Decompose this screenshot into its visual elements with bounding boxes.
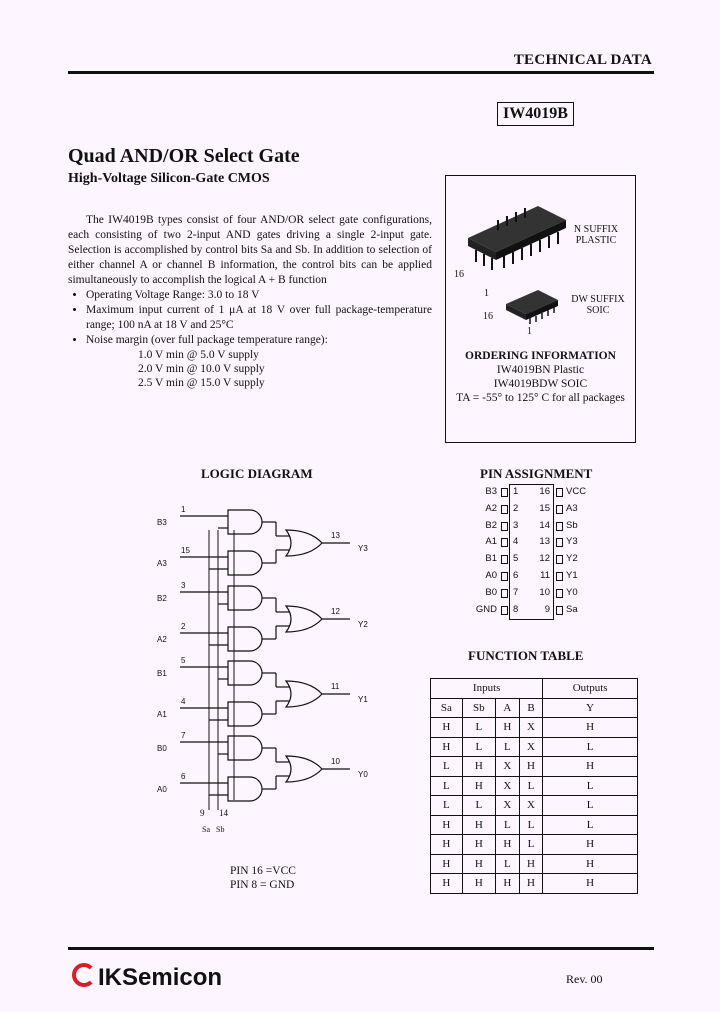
and-gate: [228, 551, 262, 575]
select-label-sa: Sa: [202, 825, 210, 834]
or-gate: [286, 681, 322, 707]
table-cell: H: [519, 757, 543, 777]
pin-label-a3: A3: [566, 502, 578, 514]
table-cell: H: [462, 854, 495, 874]
table-row: [431, 854, 638, 874]
pin-label-a0: A0: [485, 570, 497, 581]
input-label-a3: A3: [157, 559, 167, 568]
table-cell: L: [543, 776, 638, 796]
output-pin-10: 10: [331, 757, 340, 766]
dip-package-image: [468, 206, 566, 270]
table-cell: H: [462, 776, 495, 796]
table-cell: H: [543, 757, 638, 777]
pin-box: [501, 505, 508, 514]
part-number-box: IW4019B: [497, 102, 574, 126]
pin-box: [556, 606, 563, 615]
pin-box: [501, 589, 508, 598]
select-pin-14: 14: [219, 808, 228, 818]
logo-text: IKSemicon: [98, 964, 223, 991]
input-pin-2: 2: [181, 622, 186, 631]
input-pin-6: 6: [181, 772, 186, 781]
output-pin-11: 11: [331, 682, 340, 691]
pin-label-y0: Y0: [566, 586, 578, 598]
table-cell: X: [496, 796, 520, 816]
table-row: [431, 718, 638, 738]
and-gate: [228, 736, 262, 760]
table-cell: H: [462, 874, 495, 894]
table-cell: X: [519, 718, 543, 738]
table-cell: H: [431, 718, 463, 738]
description-intro: The IW4019B types consist of four AND/OR select gate configurations, each consisting of two 2-input AND gates driving a single 2-input gate. Selection is accomplished by control bits Sa and Sb. In addition to selection of either channel A or channel B information, the control bits can be applied simultaneously to accomplish the logical A + B function: [68, 214, 432, 286]
input-label-a2: A2: [157, 635, 167, 644]
column-header: Sa: [431, 698, 463, 718]
table-cell: L: [519, 776, 543, 796]
ordering-line-2: IW4019BDW SOIC: [493, 378, 588, 390]
table-cell: L: [431, 776, 463, 796]
ordering-title: ORDERING INFORMATION: [465, 350, 616, 362]
pin-number-11: 11: [540, 570, 550, 581]
table-cell: H: [431, 835, 463, 855]
or-gate: [286, 606, 322, 632]
input-pin-5: 5: [181, 656, 186, 665]
table-cell: L: [462, 737, 495, 757]
pin-number-4: 4: [513, 536, 519, 548]
n-type-text: PLASTIC: [575, 235, 617, 246]
function-table: [430, 678, 638, 894]
table-row: [431, 737, 638, 757]
input-pin-7: 7: [181, 731, 186, 740]
pin-box: [556, 555, 563, 564]
pin8-note: PIN 8 = GND: [230, 879, 295, 891]
table-row: [431, 776, 638, 796]
noise-margin-3: 2.5 V min @ 15.0 V supply: [138, 377, 265, 389]
and-gate: [228, 777, 262, 801]
table-cell: H: [431, 737, 463, 757]
and-gate: [228, 586, 262, 610]
soic-package-image: [506, 290, 558, 324]
table-cell: H: [462, 815, 495, 835]
column-header: Sb: [462, 698, 495, 718]
technical-data-heading: TECHNICAL DATA: [513, 52, 652, 68]
noise-margin-1: 1.0 V min @ 5.0 V supply: [138, 349, 259, 361]
inputs-group-header: Inputs: [431, 679, 543, 699]
pin-number-5: 5: [513, 553, 519, 565]
pin-label-sa: Sa: [566, 603, 578, 615]
pin-box: [501, 538, 508, 547]
pin-number-3: 3: [513, 519, 519, 531]
pin-number-2: 2: [513, 502, 519, 514]
table-cell: H: [462, 757, 495, 777]
pin-label-b1: B1: [485, 553, 497, 565]
table-cell: H: [543, 718, 638, 738]
and-gate: [228, 627, 262, 651]
input-label-b3: B3: [157, 518, 167, 527]
temp-range: TA = -55° to 125° C for all packages: [456, 392, 625, 404]
page-title: Quad AND/OR Select Gate: [68, 145, 300, 167]
or-gate: [286, 756, 322, 782]
noise-margin-2: 2.0 V min @ 10.0 V supply: [138, 363, 265, 375]
table-cell: L: [462, 796, 495, 816]
input-pin-4: 4: [181, 697, 186, 706]
pin-number-6: 6: [513, 570, 519, 581]
table-cell: H: [496, 874, 520, 894]
outputs-group-header: Outputs: [543, 679, 638, 699]
pin-number-15: 15: [539, 502, 550, 514]
package-drawings: [446, 176, 635, 346]
input-pin-15: 15: [181, 546, 190, 555]
pin-box: [501, 572, 508, 581]
table-cell: L: [496, 815, 520, 835]
pin-box: [556, 505, 563, 514]
pin-number-8: 8: [513, 603, 519, 615]
output-label-y3: Y3: [358, 544, 368, 553]
pin-box: [501, 555, 508, 564]
description-block: [68, 213, 432, 390]
pin-assignment-title: PIN ASSIGNMENT: [480, 466, 593, 481]
or-gate: [286, 530, 322, 556]
table-row: [431, 757, 638, 777]
and-gate: [228, 510, 262, 534]
pin-label-sb: Sb: [566, 519, 578, 531]
pin-box: [556, 572, 563, 581]
pin-label-y1: Y1: [566, 570, 578, 581]
select-label-sb: Sb: [216, 825, 225, 834]
table-cell: H: [431, 815, 463, 835]
table-cell: L: [519, 815, 543, 835]
pin-number-16: 16: [539, 486, 550, 497]
table-cell: X: [496, 757, 520, 777]
ordering-info: [446, 349, 635, 405]
ordering-line-1: IW4019BN Plastic: [496, 364, 585, 376]
pin-label-y2: Y2: [566, 553, 578, 565]
table-cell: H: [496, 718, 520, 738]
soic-pin16-label: 16: [483, 311, 493, 322]
logo-swoosh-icon: [72, 963, 96, 987]
select-pin-9: 9: [200, 808, 205, 818]
dip-pin1-label: 1: [484, 288, 489, 299]
column-header: A: [496, 698, 520, 718]
feature-item: • Maximum input current of 1 μA at 18 V over full package-temperature range; 100 nA at 18 V and 25°C: [86, 303, 432, 333]
n-suffix-text: N SUFFIX: [573, 224, 619, 235]
revision: Rev. 00: [566, 972, 603, 986]
input-pin-1: 1: [181, 505, 186, 514]
feature-item: • Operating Voltage Range: 3.0 to 18 V: [86, 288, 432, 303]
pin-number-9: 9: [544, 603, 550, 615]
pin-box: [556, 589, 563, 598]
output-label-y1: Y1: [358, 695, 368, 704]
column-header: Y: [543, 698, 638, 718]
table-cell: L: [431, 757, 463, 777]
table-row: [431, 835, 638, 855]
header-rule: [68, 71, 654, 74]
table-row: [431, 874, 638, 894]
output-pin-13: 13: [331, 531, 340, 540]
dw-suffix-label: [570, 294, 626, 316]
pin-label-gnd: GND: [475, 603, 497, 615]
input-pin-3: 3: [181, 581, 186, 590]
pin-number-13: 13: [539, 536, 550, 548]
pin-box: [556, 538, 563, 547]
and-gate: [228, 702, 262, 726]
table-cell: L: [543, 815, 638, 835]
table-cell: L: [519, 835, 543, 855]
pin-box: [556, 522, 563, 531]
table-cell: X: [496, 776, 520, 796]
table-cell: L: [431, 796, 463, 816]
input-label-a1: A1: [157, 710, 167, 719]
and-gate: [228, 661, 262, 685]
pin-number-14: 14: [539, 519, 550, 531]
pin-label-a2: A2: [485, 502, 497, 514]
output-label-y2: Y2: [358, 620, 368, 629]
table-row: [431, 815, 638, 835]
function-table-title: FUNCTION TABLE: [468, 648, 584, 663]
table-cell: H: [462, 835, 495, 855]
table-cell: L: [543, 796, 638, 816]
pin-number-1: 1: [513, 486, 519, 497]
feature-item: • Noise margin (over full package temperature range):: [86, 333, 432, 348]
output-label-y0: Y0: [358, 770, 368, 779]
table-cell: H: [431, 874, 463, 894]
input-label-b1: B1: [157, 669, 167, 678]
pin-label-b0: B0: [485, 586, 497, 598]
dw-type-text: SOIC: [586, 305, 610, 316]
table-row: [431, 796, 638, 816]
column-header: B: [519, 698, 543, 718]
table-cell: H: [496, 835, 520, 855]
footer-rule: [68, 947, 654, 950]
table-cell: H: [519, 874, 543, 894]
input-label-a0: A0: [157, 785, 167, 794]
pin16-note: PIN 16 =VCC: [230, 865, 296, 877]
input-label-b0: B0: [157, 744, 167, 753]
pin-label-a1: A1: [485, 536, 497, 548]
n-suffix-label: [570, 224, 622, 246]
soic-pin1-label: 1: [527, 326, 532, 337]
dip-pin16-label: 16: [454, 269, 464, 280]
pin-label-b2: B2: [485, 519, 497, 531]
table-cell: H: [431, 854, 463, 874]
table-cell: X: [519, 737, 543, 757]
pin-box: [556, 488, 563, 497]
dw-suffix-text: DW SUFFIX: [571, 294, 625, 305]
table-cell: X: [519, 796, 543, 816]
package-info-box: [445, 175, 636, 443]
table-cell: L: [462, 718, 495, 738]
iksemicon-logo: [72, 963, 222, 992]
pin-box: [501, 488, 508, 497]
pin-number-10: 10: [539, 586, 550, 598]
logic-diagram-title: LOGIC DIAGRAM: [201, 466, 313, 481]
table-cell: H: [543, 854, 638, 874]
pin-label-y3: Y3: [566, 536, 578, 548]
output-pin-12: 12: [331, 607, 340, 616]
table-cell: L: [496, 854, 520, 874]
pin-box: [501, 606, 508, 615]
table-cell: L: [543, 737, 638, 757]
pin-box: [501, 522, 508, 531]
table-cell: H: [543, 874, 638, 894]
pin-number-12: 12: [539, 553, 550, 565]
feature-list: [68, 288, 432, 348]
table-cell: H: [543, 835, 638, 855]
page-subtitle: High-Voltage Silicon-Gate CMOS: [68, 171, 270, 186]
input-label-b2: B2: [157, 594, 167, 603]
table-cell: H: [519, 854, 543, 874]
table-cell: L: [496, 737, 520, 757]
pin-label-b3: B3: [485, 486, 497, 497]
pin-label-vcc: VCC: [566, 486, 587, 497]
pin-number-7: 7: [513, 586, 519, 598]
